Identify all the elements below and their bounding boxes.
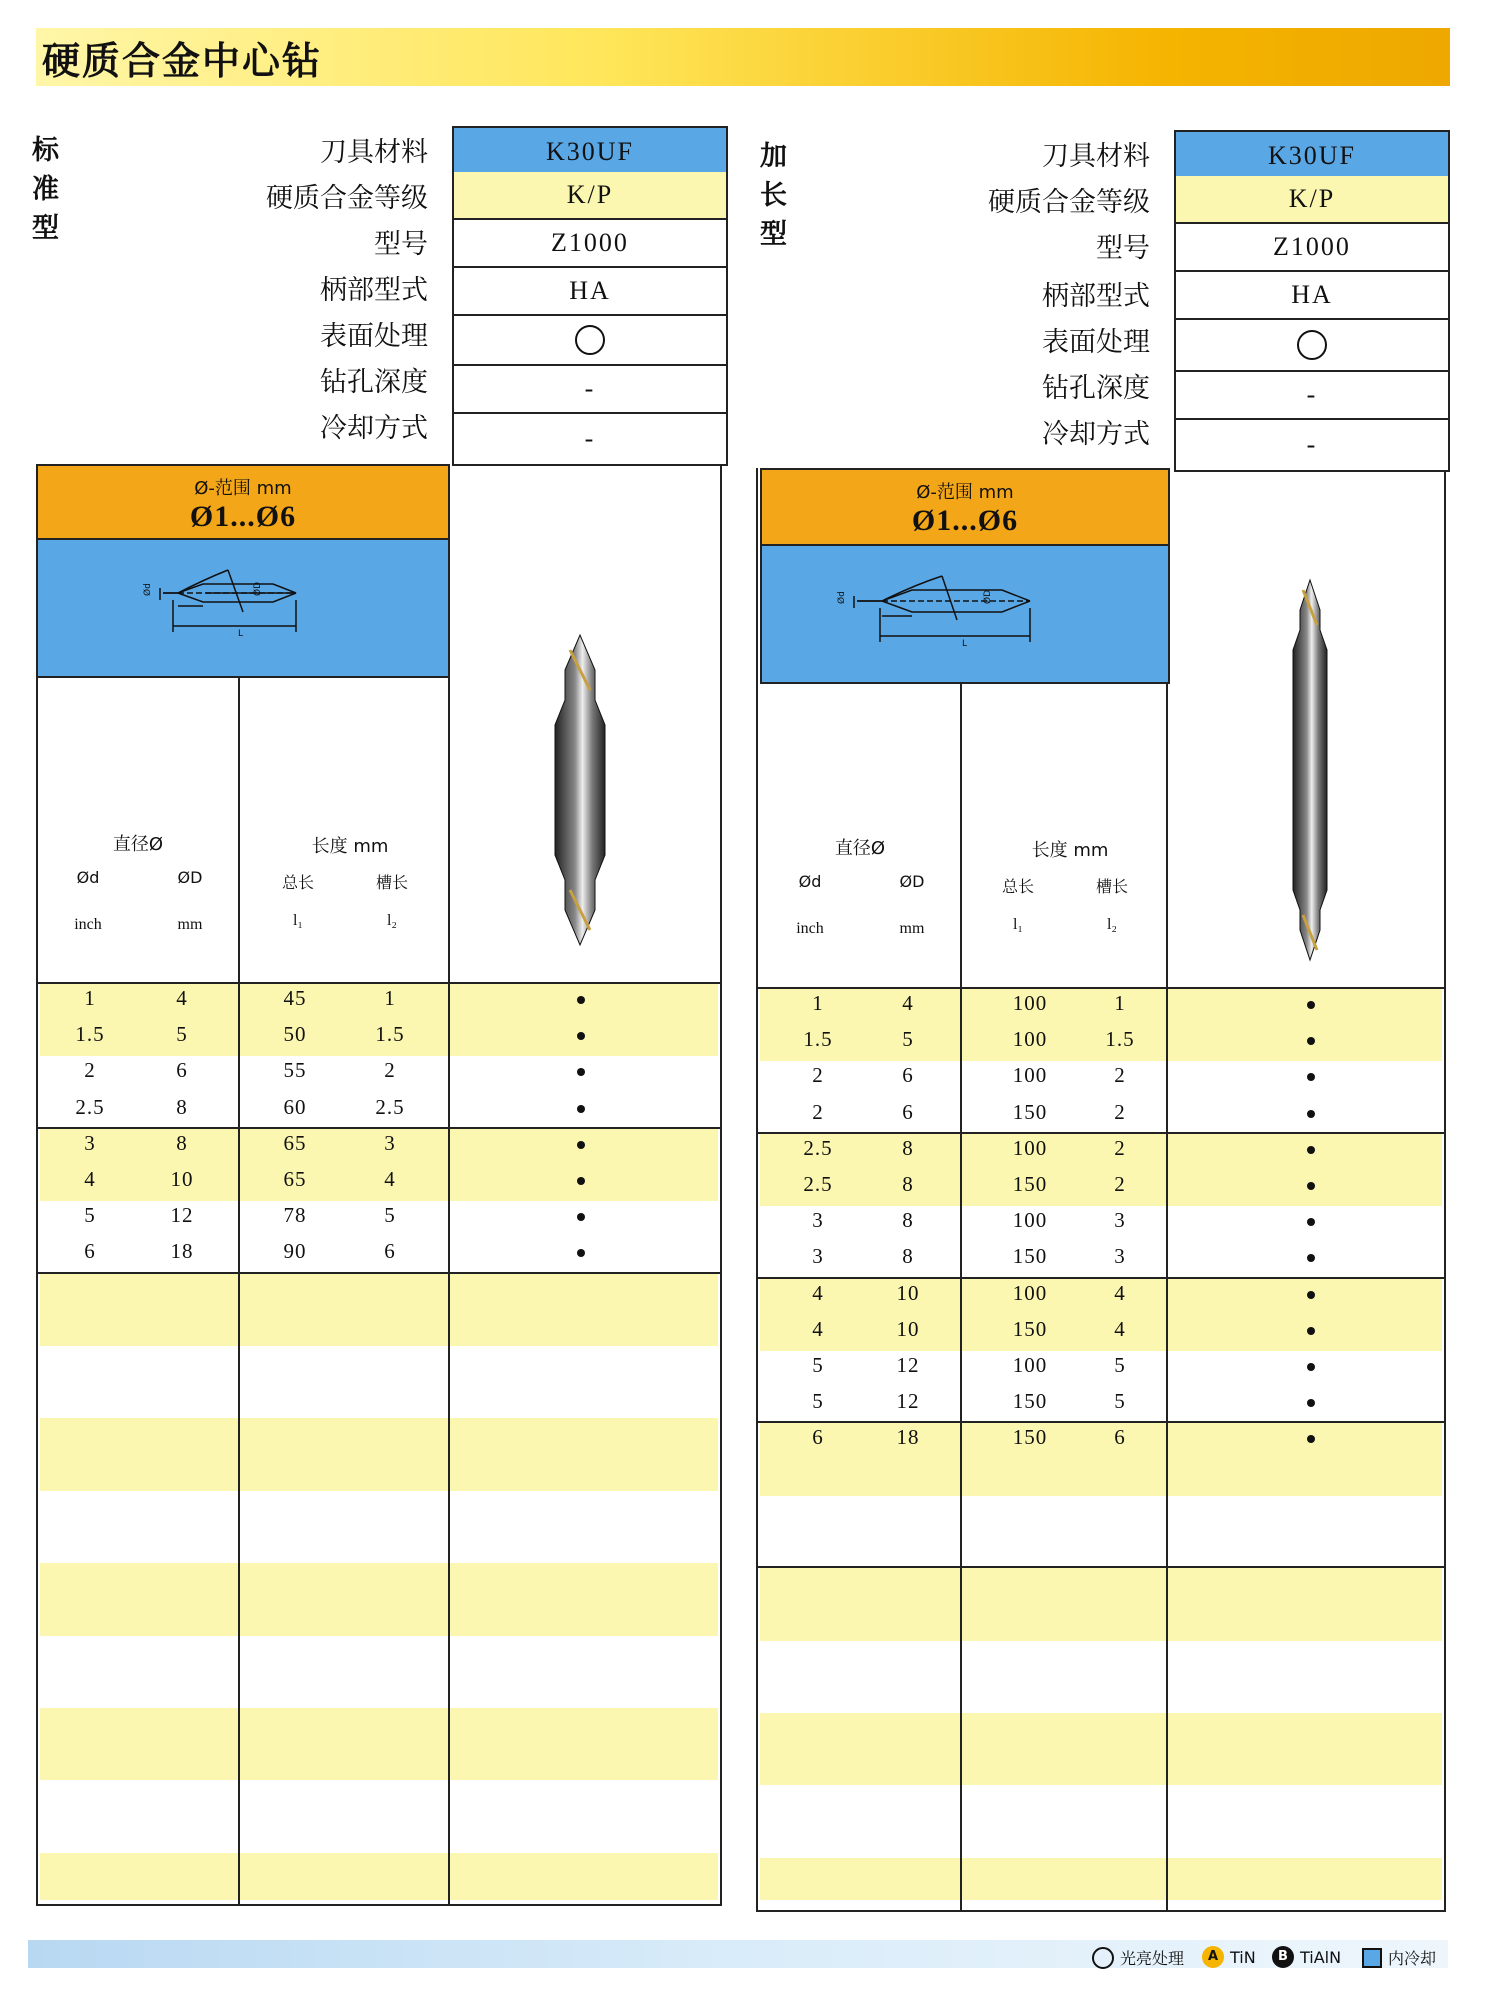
legend-label: TiAlN bbox=[1300, 1947, 1342, 1967]
table-cell: 18 bbox=[170, 1239, 194, 1264]
table-cell: 2 bbox=[1114, 1135, 1126, 1160]
unit-l1: l₁ bbox=[1012, 916, 1024, 933]
drill-diagram-icon bbox=[38, 540, 448, 676]
svg-text:ØD: ØD bbox=[253, 581, 263, 596]
col-header-diameter: 直径Ø bbox=[834, 838, 886, 859]
range-box bbox=[760, 468, 1170, 546]
table-cell: 5 bbox=[902, 1027, 914, 1052]
table-cell: 3 bbox=[1114, 1244, 1126, 1269]
circle-icon bbox=[575, 325, 605, 355]
coating-cell bbox=[1174, 320, 1450, 372]
unit-inch: inch bbox=[74, 916, 102, 933]
legend-item bbox=[1362, 1946, 1436, 1969]
table-cell: 100 bbox=[1012, 1135, 1048, 1160]
spec-label: 型号 bbox=[1096, 233, 1150, 264]
availability-dot bbox=[1307, 1182, 1315, 1190]
availability-dot bbox=[1307, 1001, 1315, 1009]
table-cell: 100 bbox=[1012, 1208, 1048, 1233]
availability-dot bbox=[577, 1032, 585, 1040]
col-header-d-small: Ød bbox=[798, 872, 822, 891]
availability-dot bbox=[1307, 1399, 1315, 1407]
availability-dot bbox=[1307, 1254, 1315, 1262]
table-cell: 6 bbox=[902, 1099, 914, 1124]
spec-label: 表面处理 bbox=[1042, 327, 1150, 358]
table-cell: 2 bbox=[84, 1058, 96, 1083]
table-cell: 3 bbox=[812, 1208, 824, 1233]
table-cell: 5 bbox=[176, 1022, 188, 1047]
table-cell: 12 bbox=[896, 1389, 920, 1414]
legend-label: 内冷却 bbox=[1388, 1949, 1437, 1968]
unit-l2: l₂ bbox=[386, 912, 398, 929]
table-cell: 5 bbox=[1114, 1389, 1126, 1414]
table-cell: 2 bbox=[384, 1058, 396, 1083]
table-cell: 1.5 bbox=[1105, 1027, 1135, 1052]
drill-diagram bbox=[760, 544, 1170, 684]
table-cell: 150 bbox=[1012, 1244, 1048, 1269]
circle-icon bbox=[1092, 1947, 1114, 1969]
model-value: Z1000 bbox=[1174, 224, 1450, 272]
table-cell: 2 bbox=[1114, 1099, 1126, 1124]
spec-label: 冷却方式 bbox=[320, 413, 428, 444]
table-cell: 8 bbox=[902, 1244, 914, 1269]
spec-label: 硬质合金等级 bbox=[266, 183, 428, 214]
section-title: 标准型 bbox=[32, 135, 59, 244]
drill-photo-icon bbox=[540, 630, 620, 950]
availability-dot bbox=[577, 1105, 585, 1113]
table-cell: 150 bbox=[1012, 1099, 1048, 1124]
table-cell: 2 bbox=[812, 1063, 824, 1088]
table-cell: 5 bbox=[384, 1203, 396, 1228]
table-cell: 65 bbox=[283, 1167, 307, 1191]
table-cell: 100 bbox=[1012, 1353, 1048, 1377]
range-label: Ø-范围 mm bbox=[194, 478, 292, 499]
coating-cell bbox=[452, 316, 728, 366]
table-cell: 65 bbox=[283, 1130, 307, 1155]
availability-dot bbox=[577, 1249, 585, 1257]
table-cell: 78 bbox=[283, 1203, 307, 1228]
legend-label: TiN bbox=[1230, 1947, 1256, 1967]
availability-dot bbox=[1307, 1327, 1315, 1335]
unit-inch: inch bbox=[796, 920, 824, 937]
range-value: Ø1...Ø6 bbox=[911, 504, 1019, 537]
table-cell: 3 bbox=[1114, 1208, 1126, 1233]
svg-text:L: L bbox=[962, 639, 968, 649]
availability-dot bbox=[577, 1177, 585, 1185]
table-cell: 3 bbox=[384, 1130, 396, 1155]
page-title: 硬质合金中心钻 bbox=[42, 39, 323, 83]
col-header-length: 长度 mm bbox=[1031, 840, 1109, 861]
table-cell: 10 bbox=[896, 1316, 920, 1341]
table-cell: 2 bbox=[1114, 1063, 1126, 1088]
col-header-diameter: 直径Ø bbox=[112, 834, 164, 855]
spec-label: 硬质合金等级 bbox=[988, 187, 1150, 218]
table-cell: 100 bbox=[1012, 1063, 1048, 1088]
spec-label: 刀具材料 bbox=[1042, 141, 1150, 172]
svg-text:Ød: Ød bbox=[143, 583, 153, 596]
table-cell: 60 bbox=[283, 1094, 307, 1119]
table-cell: 6 bbox=[1114, 1425, 1126, 1450]
table-cell: 8 bbox=[902, 1135, 914, 1160]
table-cell: 4 bbox=[384, 1167, 396, 1191]
unit-l1: l₁ bbox=[292, 912, 304, 929]
table-cell: 150 bbox=[1012, 1425, 1048, 1450]
availability-dot bbox=[1307, 1291, 1315, 1299]
table-cell: 150 bbox=[1012, 1389, 1048, 1414]
table-cell: 2 bbox=[1114, 1172, 1126, 1196]
table-cell: 2.5 bbox=[375, 1094, 405, 1119]
spec-label: 型号 bbox=[374, 229, 428, 260]
table-cell: 2.5 bbox=[803, 1172, 833, 1196]
tin-icon: A bbox=[1202, 1946, 1224, 1968]
table-cell: 12 bbox=[896, 1353, 920, 1377]
table-cell: 12 bbox=[170, 1203, 194, 1228]
table-cell: 8 bbox=[176, 1130, 188, 1155]
section-title: 加长型 bbox=[760, 141, 787, 250]
range-value: Ø1...Ø6 bbox=[189, 500, 297, 533]
svg-text:L: L bbox=[238, 629, 244, 639]
availability-dot bbox=[577, 1141, 585, 1149]
table-cell: 6 bbox=[84, 1239, 96, 1264]
table-cell: 1 bbox=[812, 991, 824, 1015]
col-header-flute: 槽长 bbox=[375, 873, 408, 892]
availability-dot bbox=[1307, 1435, 1315, 1443]
svg-text:Ød: Ød bbox=[837, 591, 847, 604]
table-cell: 4 bbox=[1114, 1280, 1126, 1305]
legend-label: 光亮处理 bbox=[1120, 1949, 1185, 1968]
table-cell: 90 bbox=[283, 1239, 307, 1264]
table-cell: 150 bbox=[1012, 1172, 1048, 1196]
table-cell: 3 bbox=[812, 1244, 824, 1269]
table-cell: 5 bbox=[1114, 1353, 1126, 1377]
table-cell: 100 bbox=[1012, 1280, 1048, 1305]
legend-item bbox=[1092, 1946, 1184, 1969]
shank-value: HA bbox=[1174, 272, 1450, 320]
spec-label: 冷却方式 bbox=[1042, 419, 1150, 450]
table-cell: 55 bbox=[283, 1058, 307, 1083]
table-cell: 1.5 bbox=[803, 1027, 833, 1052]
table-cell: 8 bbox=[902, 1172, 914, 1196]
unit-mm: mm bbox=[899, 920, 925, 937]
drill-photo-icon bbox=[1275, 575, 1345, 965]
table-cell: 3 bbox=[84, 1130, 96, 1155]
unit-l2: l₂ bbox=[1106, 916, 1118, 933]
col-header-total: 总长 bbox=[281, 873, 314, 892]
table-cell: 4 bbox=[1114, 1316, 1126, 1341]
table-cell: 5 bbox=[812, 1353, 824, 1377]
availability-dot bbox=[577, 1068, 585, 1076]
availability-dot bbox=[1307, 1363, 1315, 1371]
table-cell: 2.5 bbox=[803, 1135, 833, 1160]
table-cell: 150 bbox=[1012, 1316, 1048, 1341]
table-cell: 1 bbox=[384, 986, 396, 1010]
table-cell: 1.5 bbox=[375, 1022, 405, 1047]
spec-label: 表面处理 bbox=[320, 321, 428, 352]
table-cell: 2 bbox=[812, 1099, 824, 1124]
table-cell: 6 bbox=[176, 1058, 188, 1083]
unit-mm: mm bbox=[177, 916, 203, 933]
availability-dot bbox=[1307, 1037, 1315, 1045]
drill-diagram-icon bbox=[762, 546, 1168, 682]
range-label: Ø-范围 mm bbox=[916, 482, 1014, 503]
availability-dot bbox=[1307, 1110, 1315, 1118]
table-cell: 1 bbox=[84, 986, 96, 1010]
legend-item bbox=[1202, 1946, 1256, 1968]
grade-value: K/P bbox=[1174, 176, 1450, 224]
spec-label: 钻孔深度 bbox=[1042, 373, 1150, 404]
table-cell: 10 bbox=[170, 1167, 194, 1191]
square-icon bbox=[1362, 1948, 1382, 1968]
spec-label: 柄部型式 bbox=[320, 275, 428, 306]
table-cell: 1.5 bbox=[75, 1022, 105, 1047]
table-cell: 2.5 bbox=[75, 1094, 105, 1119]
col-header-d-small: Ød bbox=[76, 868, 100, 887]
table-cell: 18 bbox=[896, 1425, 920, 1450]
col-header-length: 长度 mm bbox=[311, 836, 389, 857]
table-cell: 4 bbox=[812, 1280, 824, 1305]
table-cell: 8 bbox=[902, 1208, 914, 1233]
table-cell: 4 bbox=[84, 1167, 96, 1191]
range-box bbox=[36, 464, 450, 540]
table-cell: 45 bbox=[283, 986, 307, 1010]
table-cell: 4 bbox=[176, 986, 188, 1010]
depth-value: - bbox=[1174, 372, 1450, 420]
col-header-flute: 槽长 bbox=[1095, 877, 1128, 896]
availability-dot bbox=[577, 996, 585, 1004]
material-value: K30UF bbox=[452, 126, 728, 174]
tialn-icon: B bbox=[1272, 1946, 1294, 1968]
table-cell: 5 bbox=[84, 1203, 96, 1228]
availability-dot bbox=[1307, 1146, 1315, 1154]
col-header-d-big: ØD bbox=[177, 868, 203, 887]
spec-label: 刀具材料 bbox=[320, 137, 428, 168]
table-cell: 1 bbox=[1114, 991, 1126, 1015]
depth-value: - bbox=[452, 366, 728, 414]
table-cell: 6 bbox=[902, 1063, 914, 1088]
table-cell: 4 bbox=[812, 1316, 824, 1341]
table-cell: 4 bbox=[902, 991, 914, 1015]
table-cell: 6 bbox=[384, 1239, 396, 1264]
availability-dot bbox=[577, 1213, 585, 1221]
svg-text:ØD: ØD bbox=[983, 589, 993, 604]
material-value: K30UF bbox=[1174, 130, 1450, 178]
spec-label: 钻孔深度 bbox=[320, 367, 428, 398]
table-cell: 10 bbox=[896, 1280, 920, 1305]
drill-diagram bbox=[36, 538, 450, 678]
table-cell: 50 bbox=[283, 1022, 307, 1047]
model-value: Z1000 bbox=[452, 220, 728, 268]
table-cell: 100 bbox=[1012, 1027, 1048, 1052]
cooling-value: - bbox=[452, 414, 728, 466]
availability-dot bbox=[1307, 1218, 1315, 1226]
table-cell: 8 bbox=[176, 1094, 188, 1119]
shank-value: HA bbox=[452, 268, 728, 316]
table-cell: 100 bbox=[1012, 991, 1048, 1015]
grade-value: K/P bbox=[452, 172, 728, 220]
spec-label: 柄部型式 bbox=[1042, 281, 1150, 312]
table-cell: 6 bbox=[812, 1425, 824, 1450]
col-header-d-big: ØD bbox=[899, 872, 925, 891]
availability-dot bbox=[1307, 1073, 1315, 1081]
circle-icon bbox=[1297, 330, 1327, 360]
legend-item bbox=[1272, 1946, 1341, 1968]
table-cell: 5 bbox=[812, 1389, 824, 1414]
col-header-total: 总长 bbox=[1001, 877, 1034, 896]
cooling-value: - bbox=[1174, 420, 1450, 472]
